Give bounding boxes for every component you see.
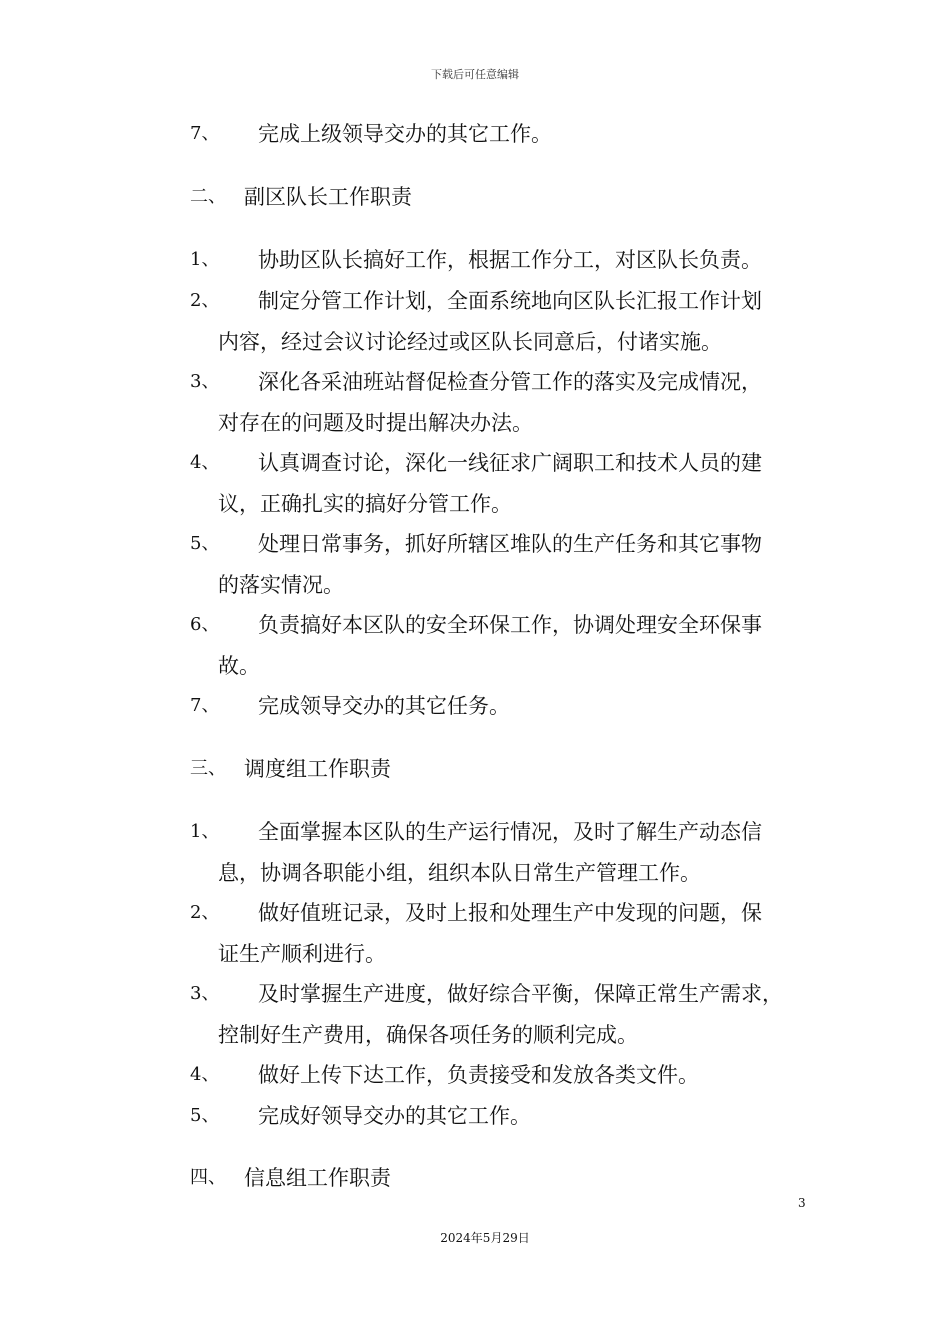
header-note: 下载后可任意编辑: [431, 68, 519, 81]
item-text: 做好上传下达工作，负责接受和发放各类文件。: [258, 1063, 699, 1087]
item-number: 2、: [190, 290, 220, 311]
item-text: 协助区队长搞好工作，根据工作分工，对区队长负责。: [258, 248, 762, 272]
section-heading: 调度组工作职责: [244, 757, 391, 781]
item-number: 4、: [190, 452, 220, 473]
item-number: 5、: [190, 533, 220, 554]
item-number: 7、: [190, 123, 220, 144]
item-text-continued: 的落实情况。: [218, 573, 344, 597]
item-text: 全面掌握本区队的生产运行情况，及时了解生产动态信: [258, 820, 762, 844]
item-text: 完成领导交办的其它任务。: [258, 694, 510, 718]
item-text-continued: 对存在的问题及时提出解决办法。: [218, 411, 533, 435]
section-heading: 信息组工作职责: [244, 1166, 391, 1190]
item-text: 负责搞好本区队的安全环保工作，协调处理安全环保事: [258, 613, 762, 637]
item-number: 2、: [190, 902, 220, 923]
section-number: 二、: [190, 186, 226, 207]
section-heading: 副区队长工作职责: [244, 185, 412, 209]
item-number: 1、: [190, 249, 220, 270]
item-text-continued: 证生产顺利进行。: [218, 942, 386, 966]
item-number: 3、: [190, 983, 220, 1004]
item-text: 完成上级领导交办的其它工作。: [258, 122, 552, 146]
section-number: 三、: [190, 758, 226, 779]
item-text-continued: 息，协调各职能小组，组织本队日常生产管理工作。: [218, 861, 701, 885]
item-text: 做好值班记录，及时上报和处理生产中发现的问题，保: [258, 901, 762, 925]
item-number: 1、: [190, 821, 220, 842]
footer-date: 2024年5月29日: [440, 1231, 530, 1245]
item-text-continued: 控制好生产费用，确保各项任务的顺利完成。: [218, 1023, 638, 1047]
item-text: 认真调查讨论，深化一线征求广阔职工和技术人员的建: [258, 451, 762, 475]
item-number: 7、: [190, 695, 220, 716]
item-number: 4、: [190, 1064, 220, 1085]
item-text: 深化各采油班站督促检查分管工作的落实及完成情况，: [258, 370, 762, 394]
item-text-continued: 内容，经过会议讨论经过或区队长同意后，付诸实施。: [218, 330, 722, 354]
item-text: 制定分管工作计划，全面系统地向区队长汇报工作计划: [258, 289, 762, 313]
item-number: 3、: [190, 371, 220, 392]
page-number: 3: [798, 1196, 806, 1210]
item-text: 完成好领导交办的其它工作。: [258, 1104, 531, 1128]
item-number: 6、: [190, 614, 220, 635]
item-text-continued: 故。: [218, 654, 260, 678]
item-number: 5、: [190, 1105, 220, 1126]
section-number: 四、: [190, 1167, 226, 1188]
item-text: 及时掌握生产进度，做好综合平衡，保障正常生产需求，: [258, 982, 783, 1006]
item-text: 处理日常事务，抓好所辖区堆队的生产任务和其它事物: [258, 532, 762, 556]
item-text-continued: 议，正确扎实的搞好分管工作。: [218, 492, 512, 516]
